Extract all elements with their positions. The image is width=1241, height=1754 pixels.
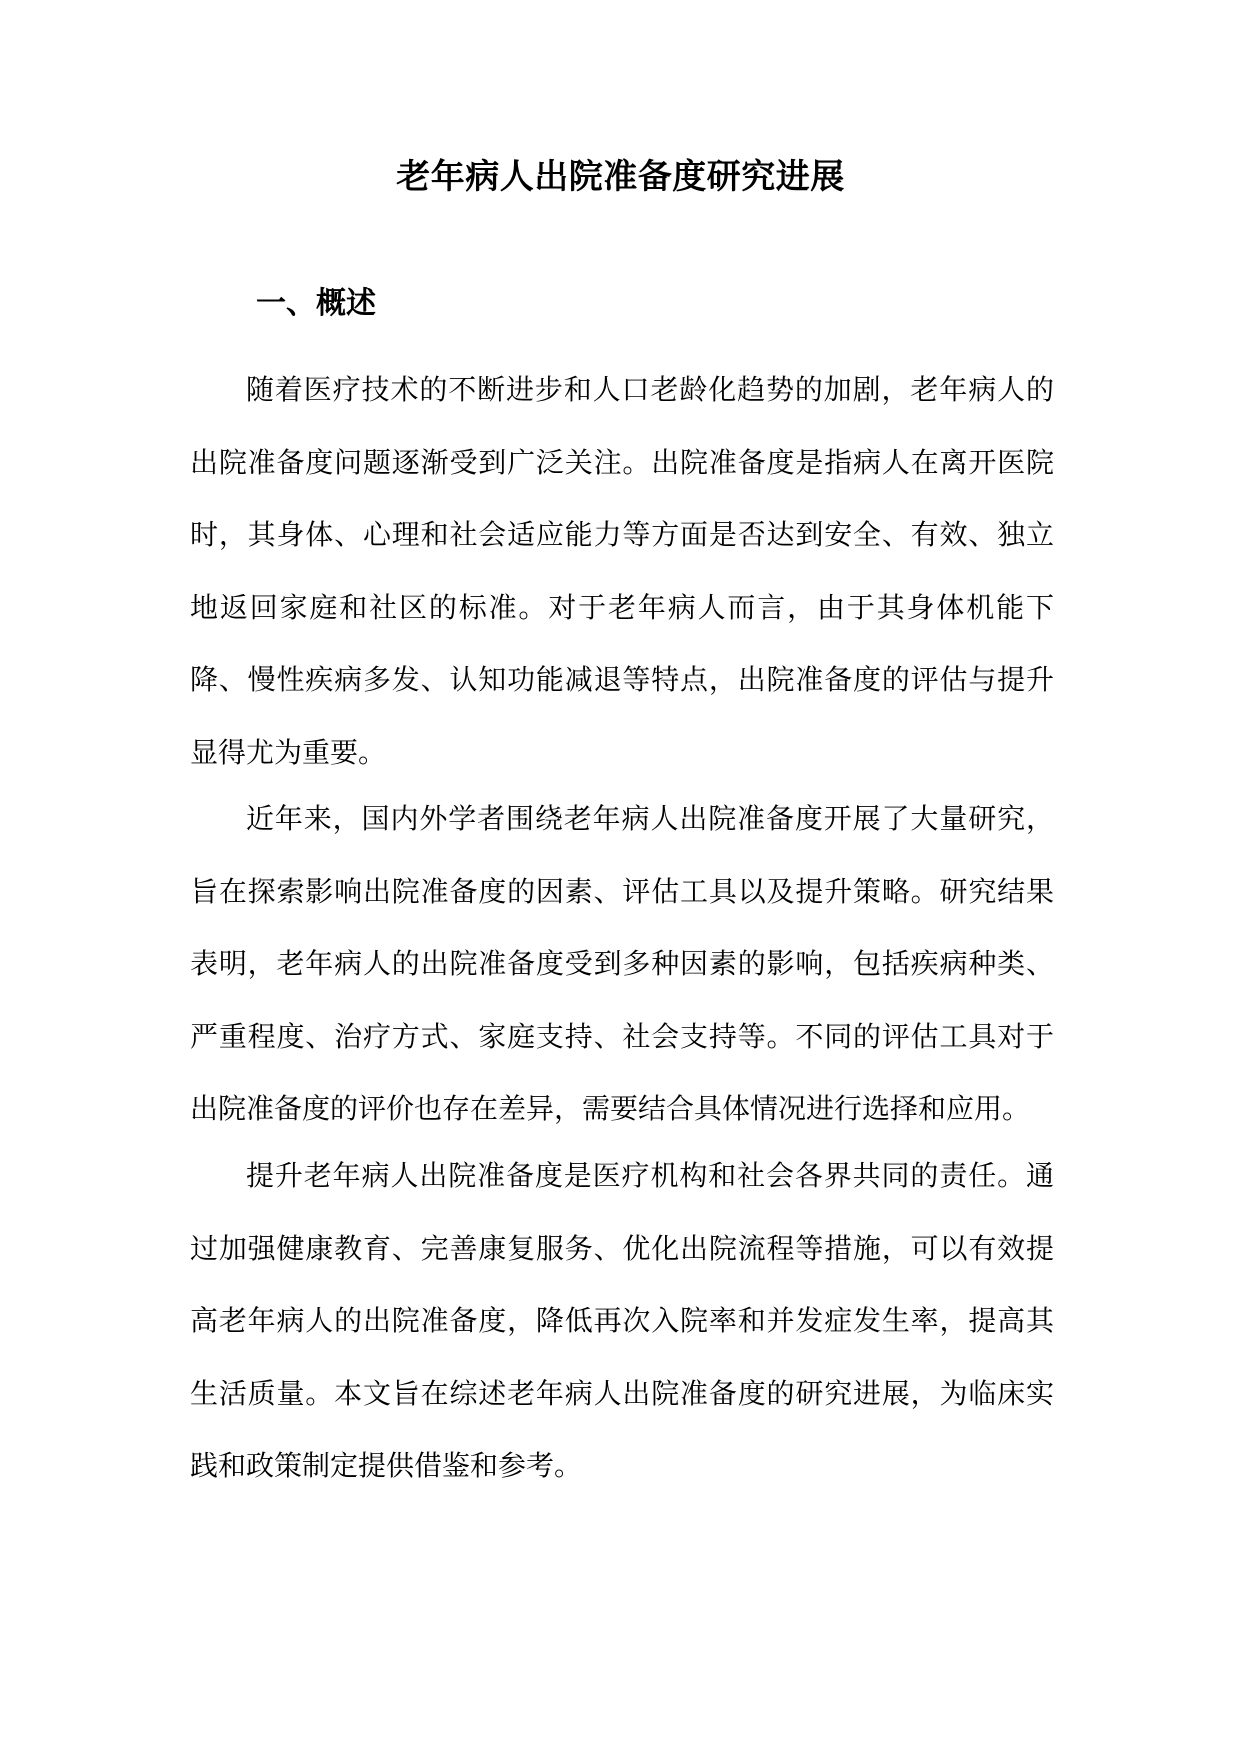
- paragraph: 近年来，国内外学者围绕老年病人出院准备度开展了大量研究，旨在探索影响出院准备度的因素、评估工具以及提升策略。研究结果表明，老年病人的出院准备度受到多种因素的影响，包括疾病种类、严重程度、治疗方式、家庭支持、社会支持等。不同的评估工具对于出院准备度的评价也存在差异，需要结合具体情况进行选择和应用。: [190, 802, 1054, 1125]
- paragraph: 提升老年病人出院准备度是医疗机构和社会各界共同的责任。通过加强健康教育、完善康复服务、优化出院流程等措施，可以有效提高老年病人的出院准备度，降低再次入院率和并发症发生率，提高其生活质量。本文旨在综述老年病人出院准备度的研究进展，为临床实践和政策制定提供借鉴和参考。: [190, 1159, 1054, 1482]
- paragraph: 随着医疗技术的不断进步和人口老龄化趋势的加剧，老年病人的出院准备度问题逐渐受到广泛关注。出院准备度是指病人在离开医院时，其身体、心理和社会适应能力等方面是否达到安全、有效、独立地返回家庭和社区的标准。对于老年病人而言，由于其身体机能下降、慢性疾病多发、认知功能减退等特点，出院准备度的评估与提升显得尤为重要。: [190, 373, 1054, 769]
- section-heading: 一、概述: [256, 286, 376, 321]
- page-title: 老年病人出院准备度研究进展: [396, 157, 845, 197]
